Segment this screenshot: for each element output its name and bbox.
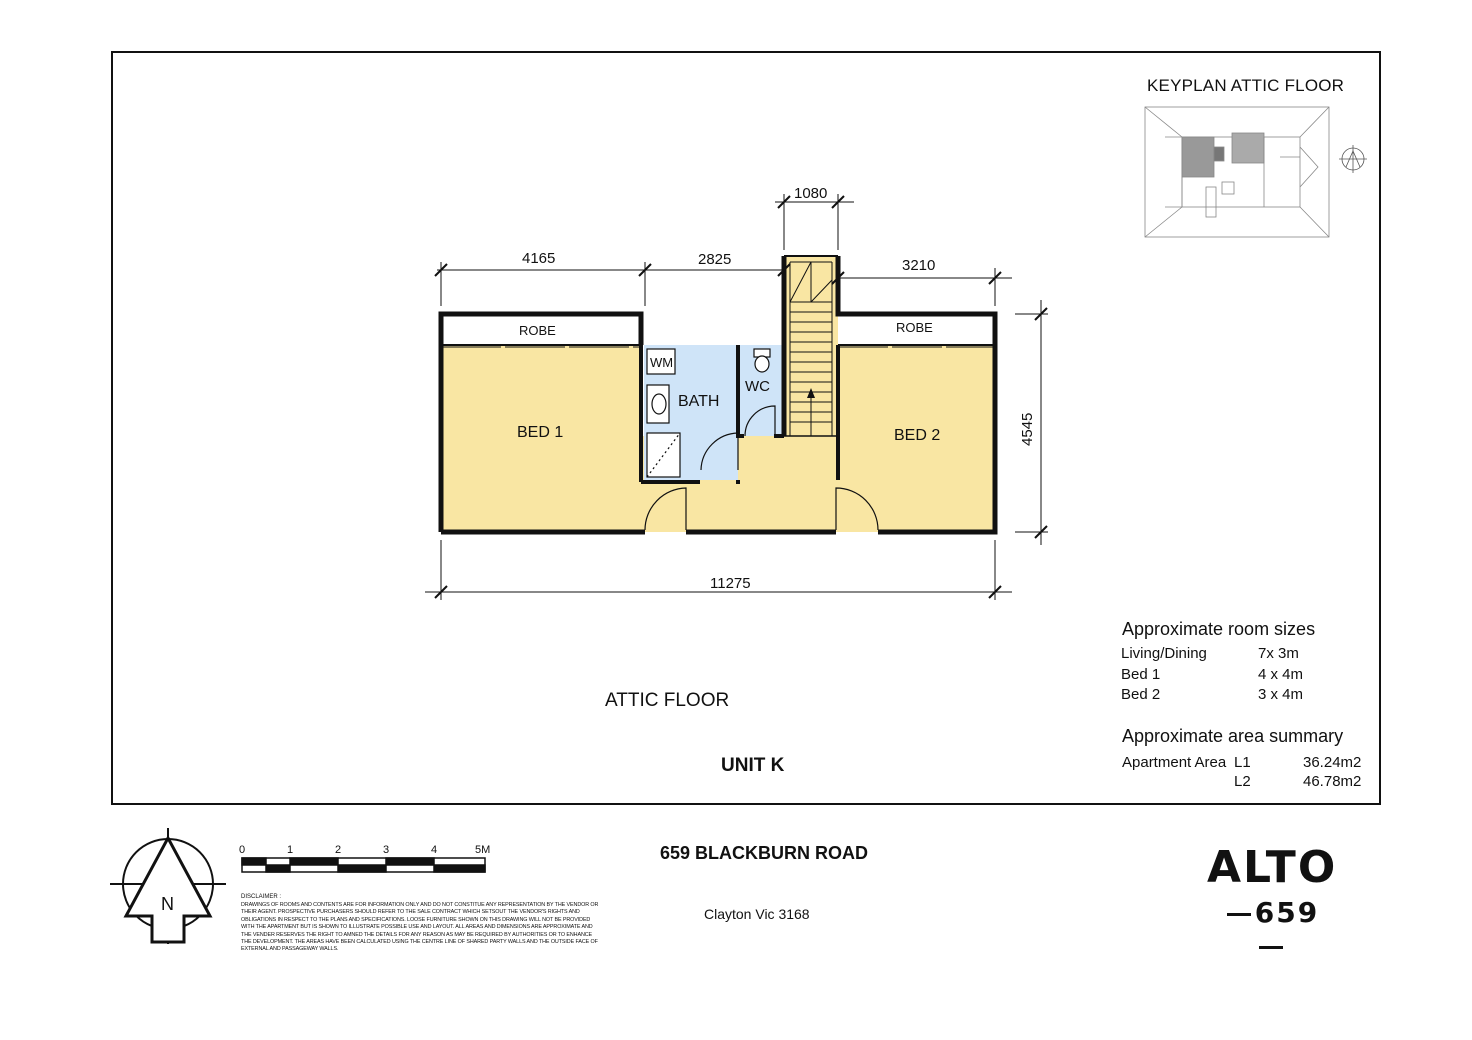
bath-label: BATH: [678, 393, 720, 410]
scale-tick-4: 4: [431, 844, 438, 856]
bed1-label: BED 1: [517, 424, 564, 441]
area-label: Apartment Area: [1122, 754, 1227, 771]
disclaimer-text: DRAWINGS OF ROOMS AND CONTENTS ARE FOR INFORMATION ONLY AND DO NOT CONSTITUE ANY REPRESENTATION BY THE VENDOR OR THEIR AGENT. PROSPECTIVE PURCHASERS SHOULD REFER TO THE SALE CONTRACT WHICH SETSOUT THE VENDOR'S RIGHTS AND OBLIGATIONS IN RESPECT TO THE PLANS AND SPECIFICATIONS. LOOSE FURNITURE SHOWN ON THIS DRAWING WILL NOT BE PROVIDED WITH THE APARTMENT BUT IS SHOWN TO ILLUSTRATE POSSIBLE USE AND LAYOUT. ALL AREAS AND DIMENSIONS ARE APPROXIMATE AND THE VENDER RESERVES THE RIGHT TO AMNED THE DETAILS FOR ANY REASON AS MAY BE REQUIRED BY AUTHORITIES OR TO ENHANCE THE DEVELOPMENT. THE AREAS HAVE BEEN CALCULATED USING THE CENTRE LINE OF SHARED PARTY WALLS AND THE OUTSIDE FACE OF EXTERNAL AND PASSAGEWAY WALLS.: [241, 902, 599, 953]
wc-label: WC: [745, 378, 770, 395]
scale-tick-1: 1: [287, 844, 294, 856]
scale-bar: [242, 858, 485, 872]
scale-tick-2: 2: [335, 844, 342, 856]
robe-right-label: ROBE: [896, 320, 933, 335]
area-value: 46.78m2: [1303, 773, 1362, 790]
unit-label: UNIT K: [721, 755, 785, 776]
scale-tick-5: 5M: [475, 844, 491, 856]
room-size-name: Living/Dining: [1121, 645, 1207, 662]
address-street: 659 BLACKBURN ROAD: [660, 843, 869, 863]
area-value: 36.24m2: [1303, 754, 1362, 771]
wm-label: WM: [650, 355, 674, 370]
area-level: L1: [1234, 754, 1251, 771]
north-arrow-icon: [110, 828, 226, 944]
area-level: L2: [1234, 773, 1251, 790]
room-size-name: Bed 1: [1121, 666, 1161, 683]
keyplan: [1145, 107, 1329, 237]
dim-2825: 2825: [698, 251, 732, 268]
plan-label: ATTIC FLOOR: [605, 690, 730, 711]
area-summary-title: Approximate area summary: [1122, 726, 1344, 746]
room-size-name: Bed 2: [1121, 686, 1161, 703]
brand-number-text: 659: [1254, 896, 1320, 929]
scale-tick-0: 0: [239, 844, 246, 856]
room-sizes-title: Approximate room sizes: [1122, 619, 1316, 639]
keyplan-title: KEYPLAN ATTIC FLOOR: [1147, 76, 1345, 95]
dim-3210: 3210: [902, 257, 936, 274]
scale-tick-3: 3: [383, 844, 390, 856]
disclaimer-title: DISCLAIMER :: [241, 894, 282, 900]
dim-11275: 11275: [710, 575, 751, 592]
bed2-label: BED 2: [894, 427, 941, 444]
dim-1080: 1080: [794, 185, 828, 202]
scale-bar-labels: [239, 844, 490, 856]
keyplan-north-icon: [1339, 145, 1367, 173]
brand-name: ALTO: [1207, 842, 1338, 893]
room-size-value: 7x 3m: [1258, 645, 1299, 662]
robe-left-label: ROBE: [519, 323, 556, 338]
address-suburb: Clayton Vic 3168: [704, 906, 810, 922]
north-letter: N: [161, 894, 174, 914]
dim-4165: 4165: [522, 250, 556, 267]
area-summary-table: [1122, 754, 1361, 790]
room-sizes-table: [1121, 645, 1303, 703]
room-size-value: 4 x 4m: [1258, 666, 1304, 683]
dim-4545: 4545: [1019, 412, 1036, 446]
brand-number: [1207, 896, 1335, 962]
room-size-value: 3 x 4m: [1258, 686, 1304, 703]
